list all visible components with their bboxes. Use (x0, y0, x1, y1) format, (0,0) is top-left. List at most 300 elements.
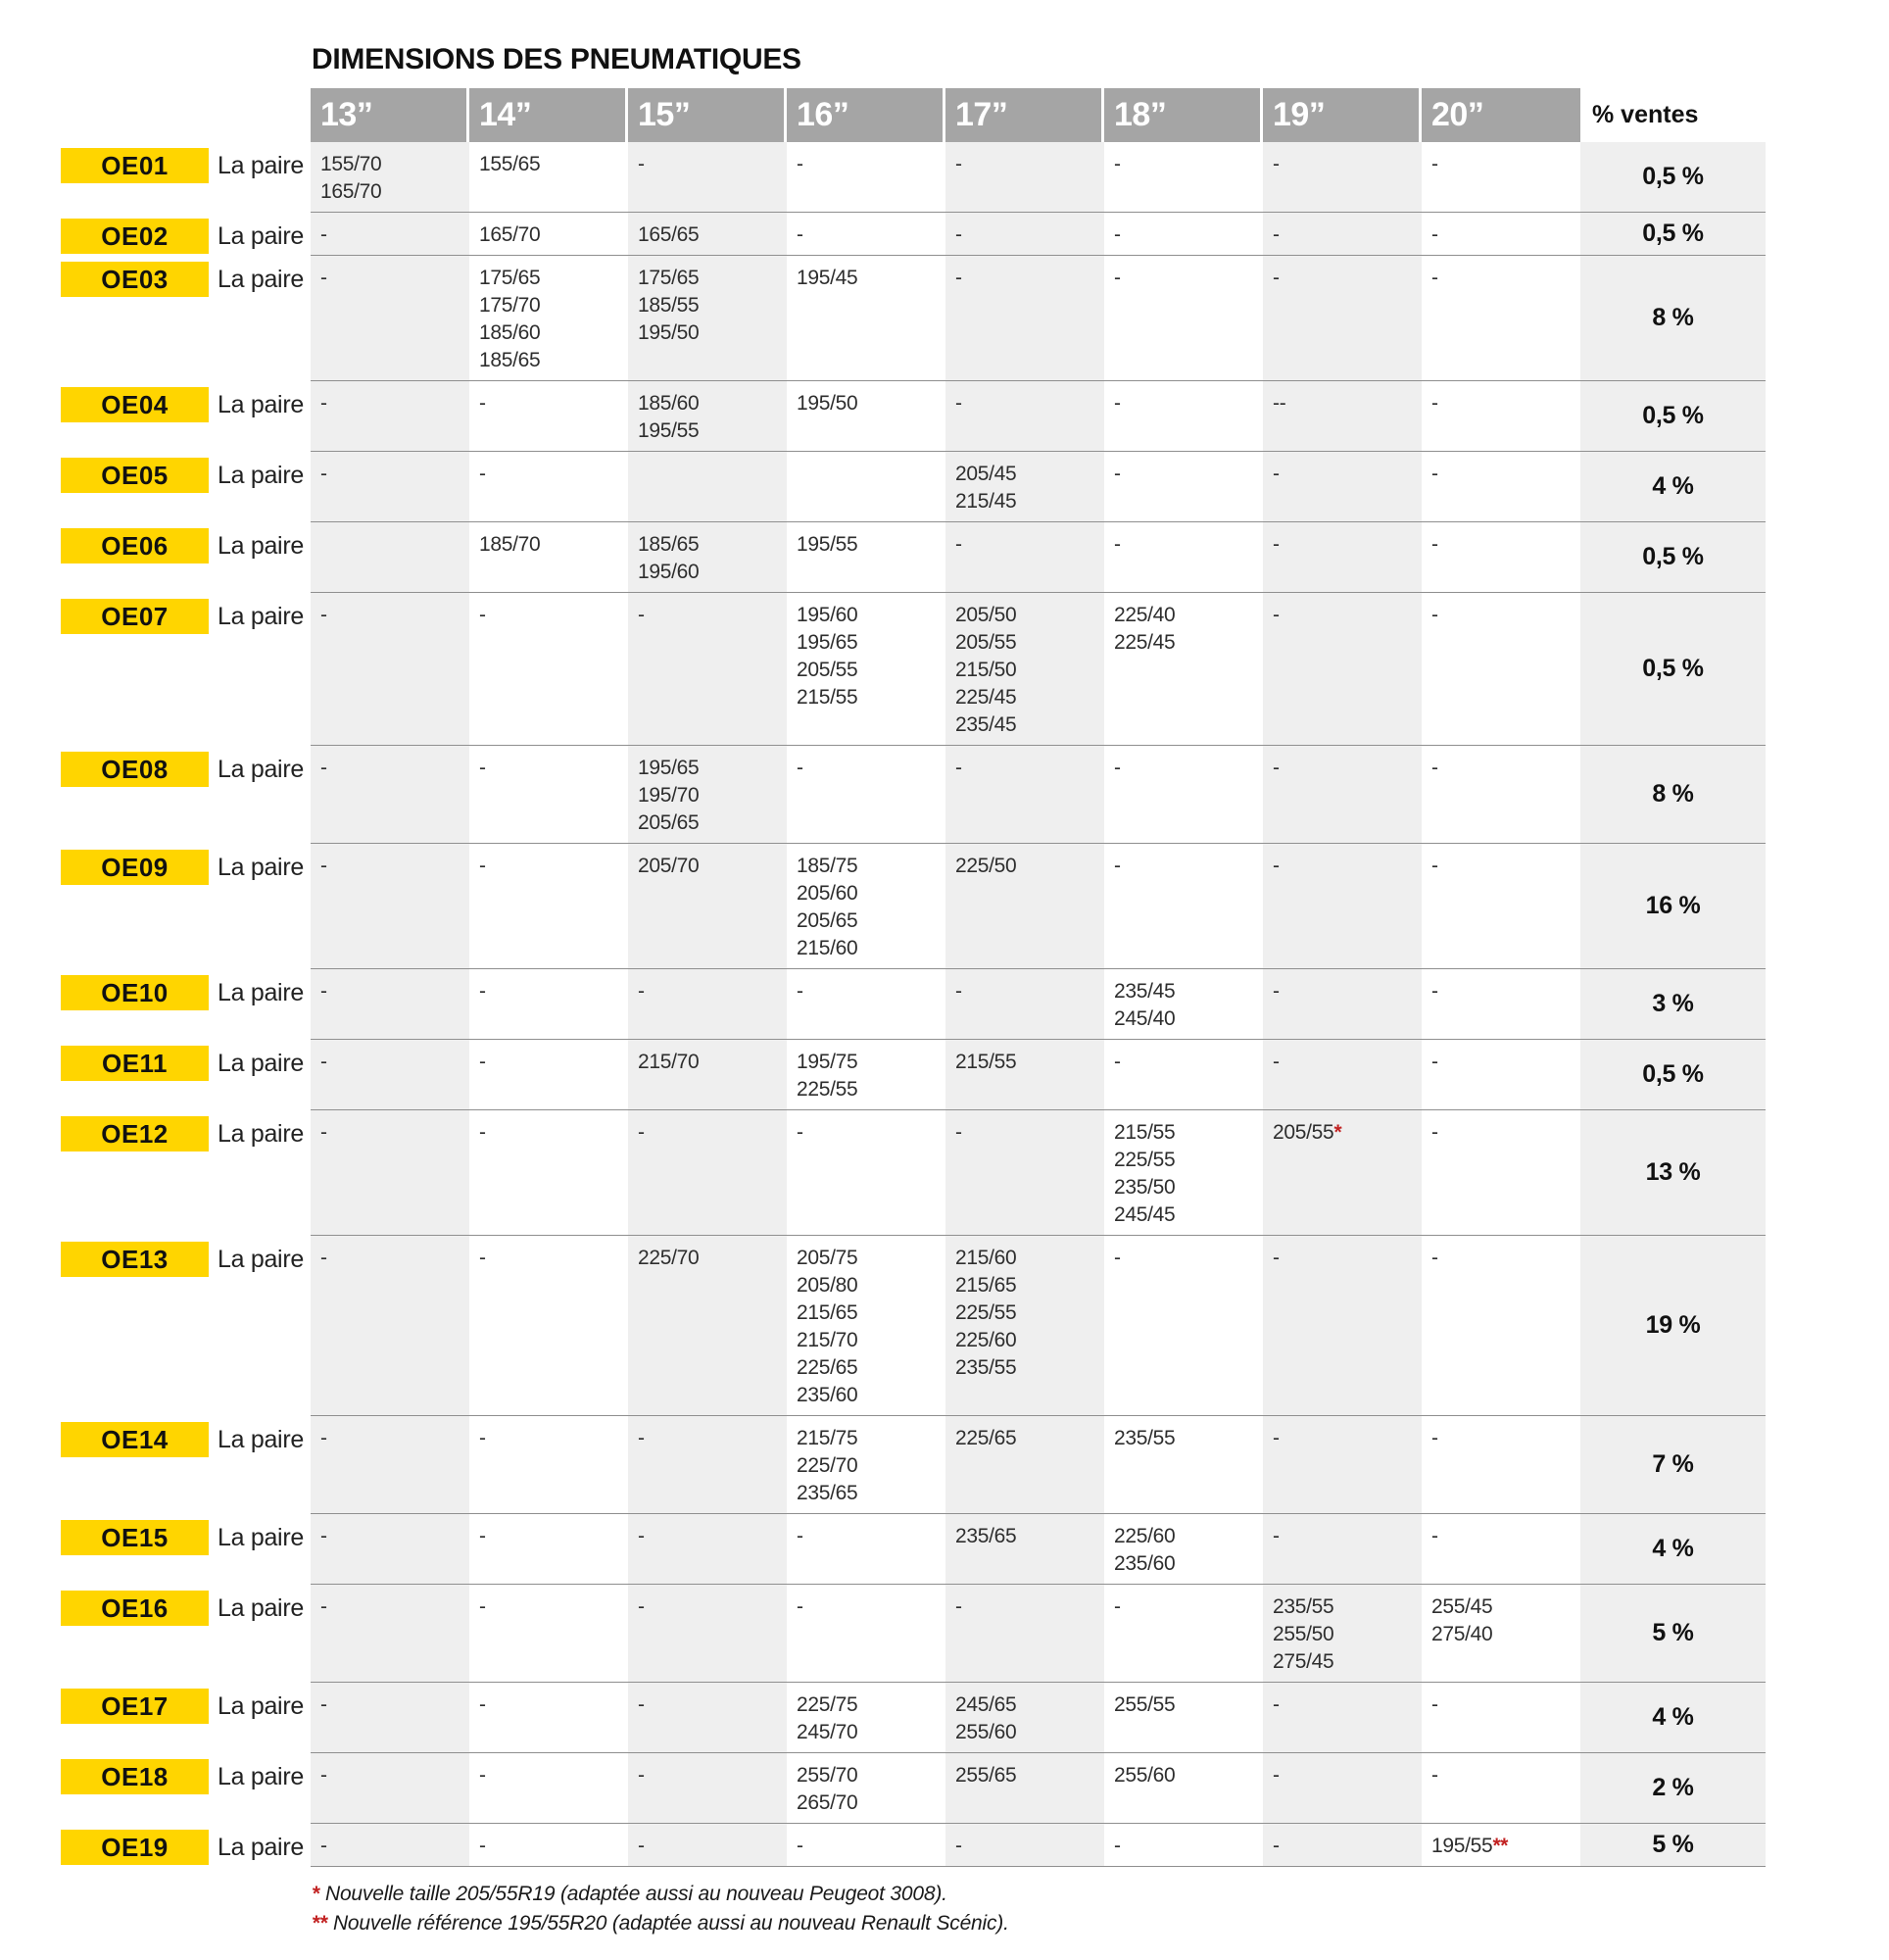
tire-size-value: 225/45 (1114, 631, 1176, 654)
header-gutter-spacer (0, 88, 311, 142)
row-gutter (0, 746, 311, 844)
tire-size-value: 215/65 (797, 1301, 858, 1324)
tire-size-value: 165/65 (638, 223, 700, 246)
tire-size-value: 225/60 (955, 1329, 1017, 1351)
size-cell-18in (1104, 213, 1263, 255)
size-cell-15in (628, 1040, 787, 1109)
size-cell-16in (787, 142, 945, 212)
size-cell-17in (945, 1824, 1104, 1866)
size-cell-20in (1422, 1110, 1580, 1235)
size-cell-16in (787, 1416, 945, 1513)
size-cell-14in (469, 746, 628, 843)
tire-size-value: - (320, 1121, 327, 1144)
asterisk-marker: * (312, 1883, 319, 1905)
tire-size-value: 185/60 (638, 392, 700, 415)
tire-size-value: 185/60 (479, 321, 541, 344)
table-row-oe12 (0, 1110, 1766, 1236)
row-cells (311, 381, 1766, 452)
size-cell-16in (787, 746, 945, 843)
column-header-13in: 13” (311, 88, 469, 142)
row-gutter (0, 381, 311, 452)
tire-size-value: - (1431, 1121, 1438, 1144)
size-cell-17in (945, 142, 1104, 212)
pair-label: La paire (218, 979, 304, 1006)
size-cell-20in (1422, 1416, 1580, 1513)
size-cell-19in (1263, 1236, 1422, 1415)
size-cell-17in (945, 522, 1104, 592)
tire-size-value: 235/45 (955, 713, 1017, 736)
tire-size-value: 215/70 (797, 1329, 858, 1351)
tire-size-value: - (1114, 223, 1121, 246)
table-row-oe16 (0, 1585, 1766, 1683)
tire-size-value: - (479, 1051, 486, 1073)
size-cell-20in (1422, 969, 1580, 1039)
pair-label: La paire (218, 603, 304, 630)
tire-size-value: 205/60 (797, 882, 858, 905)
tire-size-value: 235/60 (1114, 1552, 1176, 1575)
size-cell-16in (787, 844, 945, 968)
tire-size-value: 195/65 (797, 631, 858, 654)
tire-size-value: 205/75 (797, 1247, 858, 1269)
tire-size-value: 225/70 (797, 1454, 858, 1477)
table-row-oe06 (0, 522, 1766, 593)
size-cell-13in (311, 213, 469, 255)
tire-size-value: - (479, 1247, 486, 1269)
size-cell-15in (628, 1416, 787, 1513)
size-cell-13in (311, 1236, 469, 1415)
size-cell-19in (1263, 256, 1422, 380)
column-header-20in: 20” (1422, 88, 1580, 142)
size-cell-20in (1422, 1753, 1580, 1823)
tire-size-value: - (479, 980, 486, 1003)
tire-size-value: - (1431, 1051, 1438, 1073)
tire-size-value: 195/55 (638, 419, 700, 442)
tire-size-value: 165/70 (320, 180, 382, 203)
size-cell-20in (1422, 1514, 1580, 1584)
pair-label: La paire (218, 1050, 304, 1077)
size-cell-19in (1263, 844, 1422, 968)
size-cell-15in (628, 1585, 787, 1682)
row-cells (311, 213, 1766, 256)
pair-label: La paire (218, 266, 304, 293)
table-body (0, 142, 1766, 1867)
size-cell-16in (787, 593, 945, 745)
row-cells (311, 1683, 1766, 1753)
product-badge-oe15: OE15 (61, 1520, 209, 1555)
table-row-oe03 (0, 256, 1766, 381)
table-row-oe04 (0, 381, 1766, 452)
row-gutter (0, 1683, 311, 1753)
tire-size-value: 195/50 (638, 321, 700, 344)
tire-size-value: - (1114, 1247, 1121, 1269)
tire-size-value: 215/50 (955, 659, 1017, 681)
tire-size-value: 175/65 (638, 267, 700, 289)
pair-label: La paire (218, 1834, 304, 1861)
row-cells (311, 593, 1766, 746)
tire-size-value: - (1114, 267, 1121, 289)
row-gutter (0, 1110, 311, 1236)
tire-size-value: 205/55* (1273, 1121, 1342, 1144)
table-row-oe08 (0, 746, 1766, 844)
tire-size-value: - (320, 392, 327, 415)
column-header-18in: 18” (1104, 88, 1263, 142)
tire-size-value: - (320, 604, 327, 626)
tire-size-value: 255/50 (1273, 1623, 1334, 1645)
tire-size-value: - (955, 1121, 962, 1144)
tire-size-value: - (1114, 392, 1121, 415)
pair-label: La paire (218, 1692, 304, 1720)
tire-size-value: 215/45 (955, 490, 1017, 513)
tire-size-value: - (797, 223, 803, 246)
size-cell-13in (311, 1110, 469, 1235)
tire-size-value: 225/75 (797, 1693, 858, 1716)
pair-label: La paire (218, 1594, 304, 1622)
size-cell-14in (469, 1585, 628, 1682)
size-cell-16in (787, 1110, 945, 1235)
tire-size-value: 185/55 (638, 294, 700, 317)
tire-size-value: 215/60 (955, 1247, 1017, 1269)
tire-size-value: - (320, 757, 327, 779)
row-cells (311, 969, 1766, 1040)
tire-size-value: - (638, 1764, 645, 1787)
pct-sales-value: 5 % (1580, 1824, 1766, 1866)
tire-size-value: - (1431, 1247, 1438, 1269)
tire-size-value: 195/75 (797, 1051, 858, 1073)
size-cell-15in (628, 1514, 787, 1584)
tire-size-value: - (1273, 1835, 1280, 1857)
pair-label: La paire (218, 462, 304, 489)
pair-label: La paire (218, 391, 304, 418)
product-badge-oe14: OE14 (61, 1422, 209, 1457)
tire-size-value: 195/50 (797, 392, 858, 415)
pct-sales-value: 7 % (1580, 1416, 1766, 1513)
size-cell-13in (311, 1040, 469, 1109)
tire-size-value: - (1431, 463, 1438, 485)
size-cell-13in (311, 969, 469, 1039)
size-cell-18in (1104, 746, 1263, 843)
product-badge-oe07: OE07 (61, 599, 209, 634)
tire-size-value: - (1114, 1835, 1121, 1857)
tire-size-value: - (1273, 855, 1280, 877)
size-cell-13in (311, 746, 469, 843)
size-cell-13in (311, 1585, 469, 1682)
size-cell-17in (945, 452, 1104, 521)
product-badge-oe17: OE17 (61, 1689, 209, 1724)
tire-size-value: 205/45 (955, 463, 1017, 485)
tire-size-value: 235/65 (797, 1482, 858, 1504)
tire-size-value: - (638, 1427, 645, 1449)
tire-size-value: - (638, 1121, 645, 1144)
size-cell-20in (1422, 522, 1580, 592)
size-cell-16in (787, 1824, 945, 1866)
size-cell-18in (1104, 1040, 1263, 1109)
tire-size-value: - (1431, 153, 1438, 175)
size-cell-14in (469, 452, 628, 521)
size-cell-16in (787, 1753, 945, 1823)
pair-label: La paire (218, 756, 304, 783)
tire-size-value: - (1431, 223, 1438, 246)
product-badge-oe08: OE08 (61, 752, 209, 787)
size-cell-18in (1104, 1236, 1263, 1415)
new-size-asterisk: * (1333, 1121, 1342, 1144)
size-cell-14in (469, 1824, 628, 1866)
size-cell-13in (311, 452, 469, 521)
tire-size-value: - (1431, 1427, 1438, 1449)
tire-size-value: 195/65 (638, 757, 700, 779)
size-cell-19in (1263, 746, 1422, 843)
size-cell-15in (628, 452, 787, 521)
product-badge-oe18: OE18 (61, 1759, 209, 1794)
size-cell-18in (1104, 522, 1263, 592)
tire-size-value: - (638, 1525, 645, 1547)
table-row-oe13 (0, 1236, 1766, 1416)
size-cell-13in (311, 522, 469, 592)
size-cell-15in (628, 1236, 787, 1415)
size-cell-13in (311, 1753, 469, 1823)
product-badge-oe05: OE05 (61, 458, 209, 493)
table-row-oe17 (0, 1683, 1766, 1753)
size-cell-16in (787, 452, 945, 521)
product-badge-oe16: OE16 (61, 1591, 209, 1626)
size-cell-19in (1263, 1824, 1422, 1866)
pct-sales-value: 2 % (1580, 1753, 1766, 1823)
tire-size-value: - (638, 1595, 645, 1618)
column-header-15in: 15” (628, 88, 787, 142)
tire-size-value: 215/60 (797, 937, 858, 959)
tire-size-value: - (479, 1693, 486, 1716)
size-cell-18in (1104, 593, 1263, 745)
tire-size-value: - (1114, 1595, 1121, 1618)
tire-size-value: - (1431, 757, 1438, 779)
tire-size-value: - (479, 392, 486, 415)
row-gutter (0, 522, 311, 593)
tire-size-value: 235/55 (1273, 1595, 1334, 1618)
product-badge-oe04: OE04 (61, 387, 209, 422)
table-row-oe07 (0, 593, 1766, 746)
size-cell-14in (469, 1110, 628, 1235)
size-cell-17in (945, 746, 1104, 843)
tire-size-value: - (1273, 533, 1280, 556)
size-cell-18in (1104, 381, 1263, 451)
tire-size-value: 225/65 (955, 1427, 1017, 1449)
size-cell-18in (1104, 452, 1263, 521)
table-row-oe19 (0, 1824, 1766, 1867)
tire-size-value: - (1114, 1051, 1121, 1073)
tire-size-value: 235/60 (797, 1384, 858, 1406)
tire-size-value: - (955, 1835, 962, 1857)
pct-sales-value: 16 % (1580, 844, 1766, 968)
size-cell-20in (1422, 844, 1580, 968)
table-row-oe09 (0, 844, 1766, 969)
size-cell-16in (787, 1236, 945, 1415)
tire-size-value: - (1273, 1693, 1280, 1716)
tire-size-value: 215/55 (1114, 1121, 1176, 1144)
size-cell-14in (469, 213, 628, 255)
tire-size-value: 245/40 (1114, 1007, 1176, 1030)
tire-size-value: 275/40 (1431, 1623, 1493, 1645)
size-cell-20in (1422, 593, 1580, 745)
row-cells (311, 522, 1766, 593)
pct-sales-value: 3 % (1580, 969, 1766, 1039)
tire-size-value: - (1431, 533, 1438, 556)
tire-size-value: - (955, 267, 962, 289)
page-title: DIMENSIONS DES PNEUMATIQUES (312, 43, 801, 75)
tire-size-value: - (1273, 1525, 1280, 1547)
row-cells (311, 1753, 1766, 1824)
size-cell-14in (469, 256, 628, 380)
size-cell-19in (1263, 381, 1422, 451)
size-cell-18in (1104, 142, 1263, 212)
size-cell-13in (311, 1514, 469, 1584)
size-cell-17in (945, 1110, 1104, 1235)
tire-size-value: - (1431, 267, 1438, 289)
pair-label: La paire (218, 1426, 304, 1453)
tire-size-value: 255/60 (955, 1721, 1017, 1743)
double-asterisk-marker: ** (312, 1912, 327, 1935)
size-cell-15in (628, 1110, 787, 1235)
size-cell-15in (628, 1753, 787, 1823)
footnote-2 (312, 1909, 1009, 1938)
table-row-oe11 (0, 1040, 1766, 1110)
product-badge-oe10: OE10 (61, 975, 209, 1010)
size-cell-19in (1263, 1514, 1422, 1584)
tire-size-value: 195/45 (797, 267, 858, 289)
pct-sales-header: % ventes (1580, 88, 1766, 142)
tire-size-value: 155/70 (320, 153, 382, 175)
size-cell-20in (1422, 1683, 1580, 1752)
table-row-oe10 (0, 969, 1766, 1040)
footnotes (312, 1880, 1009, 1938)
size-cell-15in (628, 1824, 787, 1866)
pct-sales-value: 4 % (1580, 452, 1766, 521)
table-row-oe15 (0, 1514, 1766, 1585)
tire-size-value: 245/45 (1114, 1203, 1176, 1226)
table-row-oe05 (0, 452, 1766, 522)
tire-size-value: - (1431, 1693, 1438, 1716)
tire-size-value: - (1273, 604, 1280, 626)
size-cell-14in (469, 1753, 628, 1823)
row-gutter (0, 1236, 311, 1416)
size-cell-14in (469, 1416, 628, 1513)
tire-size-value: - (955, 153, 962, 175)
tire-size-value: - (638, 153, 645, 175)
size-cell-20in (1422, 746, 1580, 843)
row-gutter (0, 1040, 311, 1110)
size-cell-15in (628, 381, 787, 451)
tire-size-value: - (1273, 1427, 1280, 1449)
size-cell-15in (628, 593, 787, 745)
tire-size-value: 205/65 (797, 909, 858, 932)
tire-size-value: - (479, 604, 486, 626)
size-cell-20in (1422, 213, 1580, 255)
size-cell-19in (1263, 1753, 1422, 1823)
tire-size-value: 265/70 (797, 1791, 858, 1814)
tire-size-value: 225/50 (955, 855, 1017, 877)
pct-sales-value: 0,5 % (1580, 381, 1766, 451)
pct-sales-value: 0,5 % (1580, 593, 1766, 745)
tire-size-value: - (1431, 604, 1438, 626)
size-cell-17in (945, 213, 1104, 255)
pair-label: La paire (218, 152, 304, 179)
pair-label: La paire (218, 854, 304, 881)
row-cells (311, 844, 1766, 969)
pct-sales-value: 4 % (1580, 1514, 1766, 1584)
footnote-2-text: Nouvelle référence 195/55R20 (adaptée aussi au nouveau Renault Scénic). (332, 1912, 1009, 1935)
size-cell-17in (945, 381, 1104, 451)
tire-size-value: 235/65 (955, 1525, 1017, 1547)
row-cells (311, 1110, 1766, 1236)
tire-size-value: 225/55 (1114, 1149, 1176, 1171)
tire-size-value: - (479, 1595, 486, 1618)
size-cell-19in (1263, 522, 1422, 592)
tire-size-value: - (320, 1051, 327, 1073)
size-cell-16in (787, 1683, 945, 1752)
tire-size-value: 235/55 (1114, 1427, 1176, 1449)
size-cell-13in (311, 1824, 469, 1866)
tire-size-value: - (1273, 223, 1280, 246)
size-cell-19in (1263, 1040, 1422, 1109)
tire-size-value: - (320, 223, 327, 246)
tire-size-value: 175/70 (479, 294, 541, 317)
tire-size-value: - (955, 223, 962, 246)
size-cell-17in (945, 1040, 1104, 1109)
pct-sales-value: 0,5 % (1580, 213, 1766, 255)
pair-label: La paire (218, 532, 304, 560)
size-cell-15in (628, 746, 787, 843)
pct-sales-value: 4 % (1580, 1683, 1766, 1752)
tire-size-value: - (1114, 855, 1121, 877)
tire-size-value: 185/70 (479, 533, 541, 556)
size-cell-20in (1422, 1585, 1580, 1682)
size-cell-16in (787, 213, 945, 255)
tire-size-value: - (320, 1525, 327, 1547)
size-cell-15in (628, 522, 787, 592)
tire-size-value: - (1114, 463, 1121, 485)
size-cell-19in (1263, 969, 1422, 1039)
size-cell-19in (1263, 1110, 1422, 1235)
row-cells (311, 1040, 1766, 1110)
size-cell-15in (628, 256, 787, 380)
size-cell-13in (311, 593, 469, 745)
product-badge-oe02: OE02 (61, 219, 209, 254)
tire-size-value: - (1114, 757, 1121, 779)
tire-size-value: - (320, 1427, 327, 1449)
size-cell-17in (945, 844, 1104, 968)
size-cell-18in (1104, 256, 1263, 380)
product-badge-oe06: OE06 (61, 528, 209, 564)
tire-size-value: 205/80 (797, 1274, 858, 1297)
tire-size-value: - (797, 153, 803, 175)
tire-size-value: - (320, 1835, 327, 1857)
pair-label: La paire (218, 1246, 304, 1273)
pair-label: La paire (218, 222, 304, 250)
row-cells (311, 1416, 1766, 1514)
size-cell-13in (311, 142, 469, 212)
tire-size-value: - (797, 1595, 803, 1618)
tire-size-value: 205/50 (955, 604, 1017, 626)
tire-size-value: - (1431, 1525, 1438, 1547)
size-cell-16in (787, 1040, 945, 1109)
size-cell-13in (311, 256, 469, 380)
tire-size-value: - (1114, 533, 1121, 556)
product-badge-oe01: OE01 (61, 148, 209, 183)
size-cell-19in (1263, 213, 1422, 255)
column-header-17in: 17” (945, 88, 1104, 142)
tire-size-value: 255/70 (797, 1764, 858, 1787)
size-cell-20in (1422, 1236, 1580, 1415)
size-cell-19in (1263, 452, 1422, 521)
tire-size-value: - (638, 1693, 645, 1716)
